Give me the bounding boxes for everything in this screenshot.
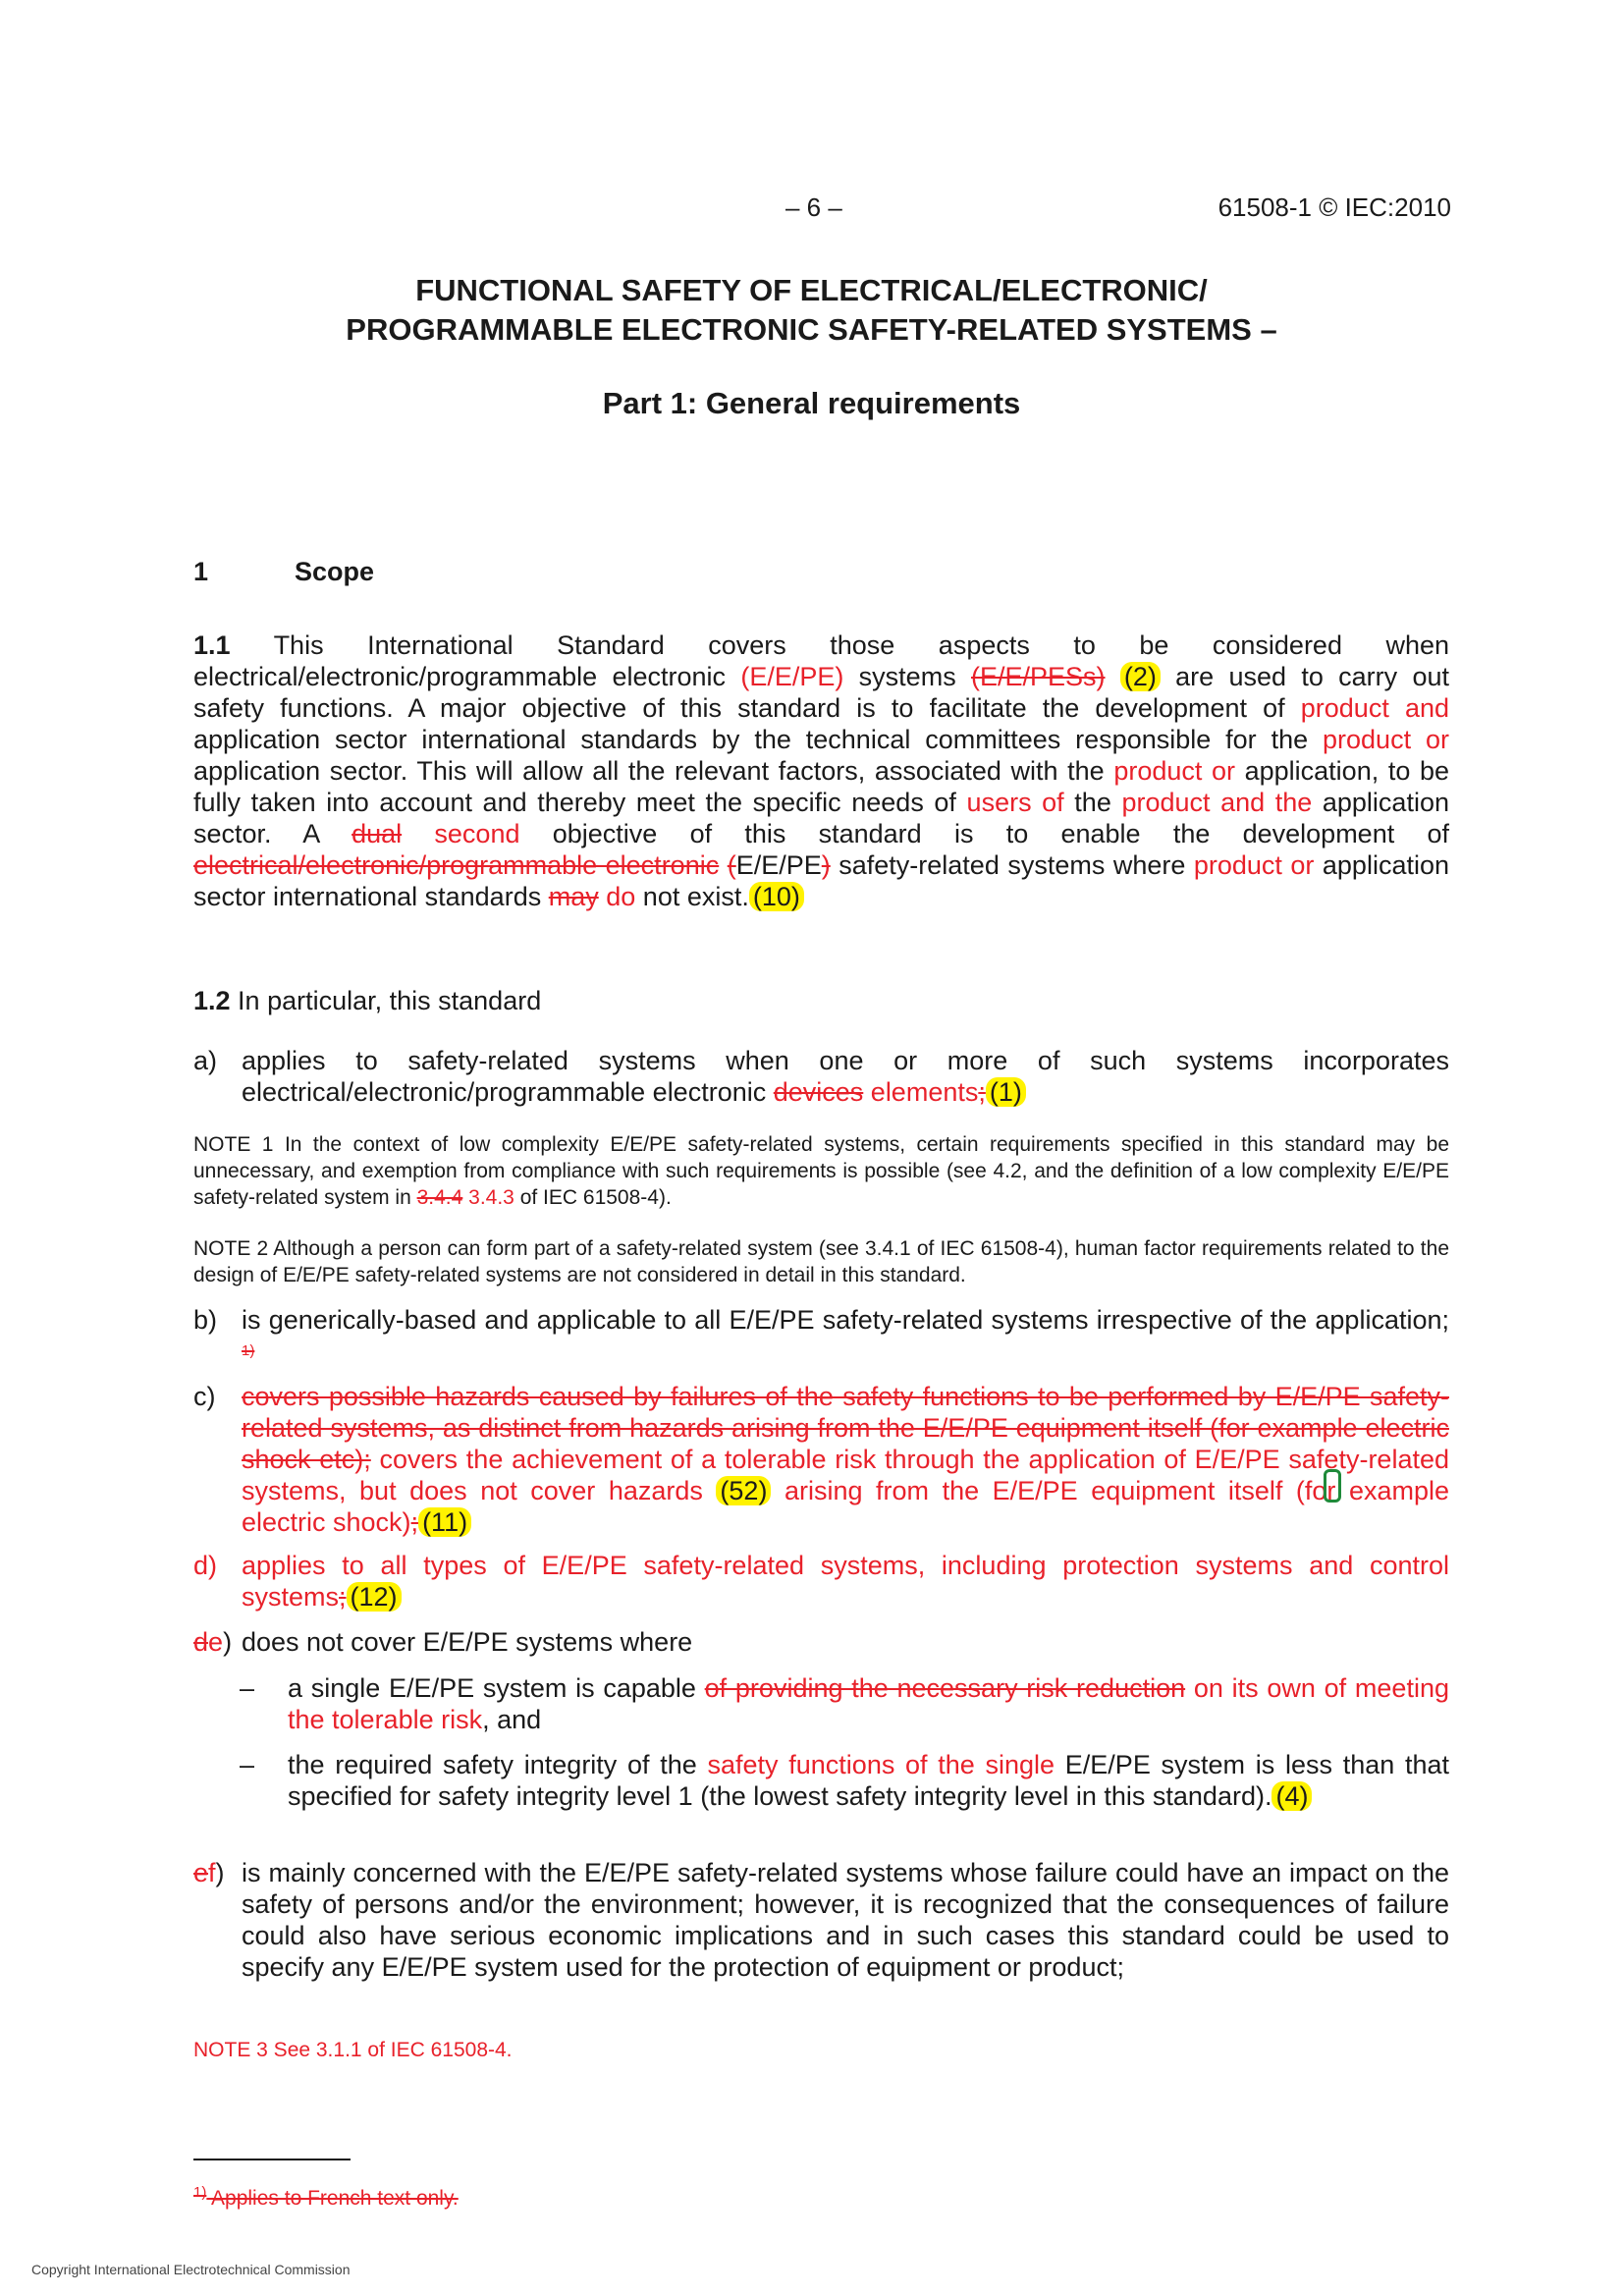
inserted-text: covers the achievement of a tolerable risk through the application of E/E/PE safety-related systems, but does not cover hazards — [242, 1445, 1449, 1505]
inserted-text: product or — [1193, 850, 1315, 880]
inserted-text: product and — [1300, 693, 1449, 723]
note-1 — [193, 1131, 1449, 1211]
clause-number: 1.1 — [193, 630, 231, 660]
deleted-text: d — [193, 1627, 209, 1657]
clause-1-2 — [193, 986, 541, 1016]
list-item-e — [193, 1626, 1449, 1658]
list-item-a — [193, 1045, 1449, 1108]
text-run: , and — [482, 1705, 542, 1734]
sub-item-2 — [240, 1749, 1449, 1812]
inserted-text: elements — [870, 1077, 979, 1107]
text-run: NOTE 1 In the context of low complexity E/E/PE safety-related systems, certain requirements specified in this standard may be unnecessary, and exemption from compliance with such requirements is possible (see 4.2, and the definition of a low complexity E/E/PE safety-related system in — [193, 1133, 1449, 1209]
list-item-c — [193, 1381, 1449, 1538]
clause-1-1 — [193, 629, 1449, 912]
comment-marker[interactable]: (1) — [986, 1077, 1026, 1107]
text-run: the — [1063, 788, 1122, 817]
inserted-text: do — [606, 882, 636, 911]
inserted-text: f — [208, 1858, 216, 1887]
text-run: safety-related systems where — [830, 850, 1194, 880]
inserted-text: product or — [1113, 756, 1235, 786]
list-label — [193, 1626, 232, 1658]
text-run: the required safety integrity of the — [288, 1750, 708, 1779]
text-run: application sector. This will allow all the relevant factors, associated with the — [193, 756, 1114, 786]
deleted-text: ( — [727, 850, 736, 880]
deleted-text: e — [193, 1858, 209, 1887]
deleted-text: ; — [339, 1582, 347, 1612]
deleted-text: devices — [773, 1077, 864, 1107]
note-2: NOTE 2 Although a person can form part of a safety-related system (see 3.4.1 of IEC 61508-4), human factor requirements related to the design of E/E/PE safety-related systems are not considered in detail in this standard. — [193, 1237, 1449, 1286]
deleted-text: ; — [410, 1507, 419, 1537]
text-run: ) — [223, 1627, 233, 1657]
deleted-text: electrical/electronic/programmable electronic — [193, 850, 720, 880]
text-run: of IEC 61508-4). — [514, 1186, 672, 1209]
text-run: application, to be fully taken into account and thereby meet the specific needs of — [193, 756, 1449, 817]
footnote — [193, 2184, 459, 2211]
text-run: a single E/E/PE system is capable — [288, 1673, 705, 1703]
inserted-text: users of — [966, 788, 1064, 817]
title-line-2: PROGRAMMABLE ELECTRONIC SAFETY-RELATED SYSTEMS – — [346, 312, 1277, 347]
footnote-text: Applies to French text only. — [206, 2187, 459, 2210]
inserted-text: on its own of meeting the tolerable risk — [288, 1673, 1449, 1734]
clause-number: 1.2 — [193, 986, 231, 1015]
text-run: In particular, this standard — [230, 986, 542, 1015]
inserted-text: second — [434, 819, 520, 848]
text-run: application sector international standards by the technical committees responsible for the — [193, 725, 1324, 754]
deleted-text: (E/E/PESs) — [971, 662, 1106, 691]
text-run: This International Standard covers those aspects to be considered when electrical/electronic/programmable electronic — [193, 630, 1450, 691]
comment-marker[interactable]: (2) — [1120, 662, 1161, 691]
text-run: ) — [215, 1858, 225, 1887]
copyright-notice: Copyright International Electrotechnical Commission — [31, 2262, 351, 2277]
dash-label: – — [240, 1673, 255, 1703]
inserted-text: arising from the E/E/PE equipment itself (for example electric shock) — [242, 1476, 1449, 1537]
text-run: E/E/PE — [735, 850, 822, 880]
inserted-text: 3.4.3 — [468, 1186, 514, 1209]
page-number: – 6 – — [785, 192, 842, 222]
inserted-text: e — [208, 1627, 224, 1657]
inserted-text: safety functions of the single — [707, 1750, 1055, 1779]
deleted-text: may — [548, 882, 599, 911]
list-item-d — [193, 1550, 1449, 1613]
text-run: application sector. A — [193, 788, 1449, 848]
inserted-text: (E/E/PE) — [740, 662, 844, 691]
list-label: d) — [193, 1551, 218, 1580]
list-label: c) — [193, 1382, 216, 1411]
inserted-text: applies to all types of E/E/PE safety-related systems, including protection systems and control systems — [242, 1551, 1449, 1612]
inserted-text: product or — [1323, 725, 1449, 754]
text-run: application sector international standards — [193, 850, 1449, 911]
document-title — [0, 271, 1623, 350]
text-run: systems — [843, 662, 971, 691]
text-run: is generically-based and applicable to all E/E/PE safety-related systems irrespective of the application; — [242, 1305, 1449, 1335]
section-title: Scope — [295, 557, 375, 586]
sub-item-1 — [240, 1672, 1449, 1735]
text-run: is mainly concerned with the E/E/PE safety-related systems whose failure could have an impact on the safety of persons and/or the environment; however, it is recognized that the consequences of failure could also have serious economic implications and in such cases this standard could be used to specify any E/E/PE system used for the protection of equipment or product; — [242, 1858, 1449, 1982]
footnote-divider — [193, 2159, 351, 2160]
standard-id: 61508-1 © IEC:2010 — [1217, 192, 1451, 222]
text-run: are used to carry out safety functions. A major objective of this standard is to facilitate the development of — [193, 662, 1449, 723]
footnote-ref[interactable]: 1) — [242, 1342, 255, 1359]
margin-comment-icon[interactable] — [1324, 1469, 1341, 1503]
deleted-text: of providing the necessary risk reduction — [704, 1673, 1186, 1703]
list-item-b — [193, 1304, 1449, 1372]
deleted-text: ; — [978, 1077, 986, 1107]
text-run: applies to safety-related systems when one or more of such systems incorporates electrical/electronic/programmable electronic — [242, 1046, 1449, 1107]
text-run: E/E/PE system is less than that specified for safety integrity level 1 (the lowest safety integrity level in this standard). — [288, 1750, 1450, 1811]
deleted-text: dual — [352, 819, 403, 848]
deleted-text: ) — [821, 850, 831, 880]
list-label: b) — [193, 1305, 218, 1335]
comment-marker[interactable]: (11) — [418, 1507, 471, 1537]
section-number: 1 — [193, 557, 209, 586]
text-run: does not cover E/E/PE systems where — [242, 1627, 693, 1657]
comment-marker[interactable]: (4) — [1271, 1781, 1312, 1811]
document-subtitle: Part 1: General requirements — [602, 386, 1021, 420]
title-line-1: FUNCTIONAL SAFETY OF ELECTRICAL/ELECTRONIC/ — [415, 273, 1208, 307]
list-label — [193, 1857, 225, 1888]
text-run: objective of this standard is to enable the development of — [519, 819, 1449, 848]
comment-marker[interactable]: (10) — [749, 882, 804, 911]
dash-label: – — [240, 1750, 255, 1779]
comment-marker[interactable]: (52) — [716, 1476, 771, 1505]
text-run: not exist. — [635, 882, 749, 911]
note-3: NOTE 3 See 3.1.1 of IEC 61508-4. — [193, 2039, 513, 2061]
deleted-text: covers possible hazards caused by failures of the safety functions to be performed by E/E/PE safety-related systems, as distinct from hazards arising from the E/E/PE equipment itself (for example electric shock etc); — [242, 1382, 1449, 1474]
deleted-text: 3.4.4 — [416, 1186, 463, 1209]
inserted-text: product and the — [1121, 788, 1313, 817]
footnote-number: 1) — [193, 2184, 207, 2201]
list-item-f — [193, 1857, 1449, 1983]
comment-marker[interactable]: (12) — [347, 1582, 402, 1612]
list-label: a) — [193, 1046, 218, 1075]
